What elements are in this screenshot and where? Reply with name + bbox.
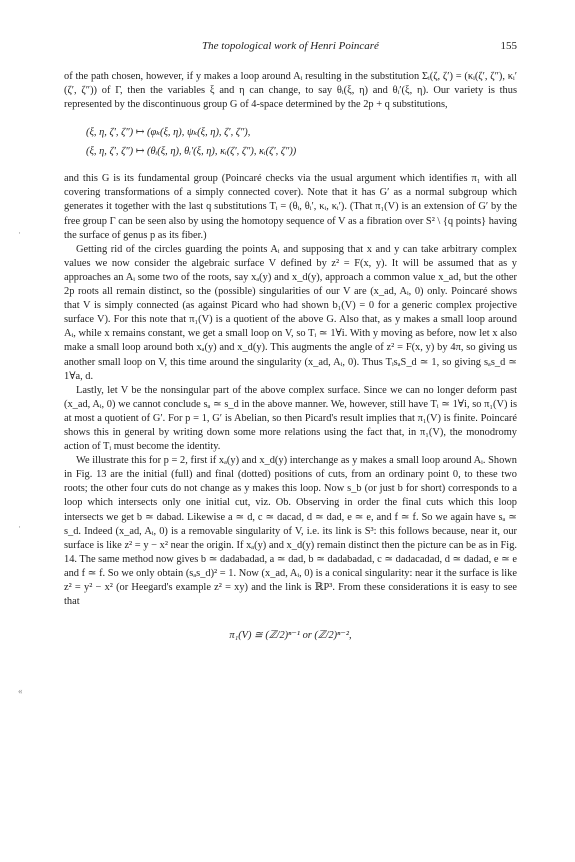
display-equation: (ξ, η, ζ′, ζ″) ↦ (φₖ(ξ, η), ψₖ(ξ, η), ζ′, ζ″),: [86, 127, 251, 139]
display-equations: [86, 123, 517, 161]
paragraph: and this G is its fundamental group (Poincaré checks via the usual argument which identifies π₁ with all covering transformations of a simply connected cover). Note that it has G′ as a normal subgroup which generates it together with the last q substitutions Tᵢ = (θᵢ, θᵢ′, κᵢ, κᵢ′). (That π₁(V) is an extension of G′ by the free group Γ can be seen also by using the homotopy sequence of V as a fibration over S² \ {q points} having the surface of genus p as its fiber.): [64, 173, 517, 241]
display-equation: (ξ, η, ζ′, ζ″) ↦ (θᵢ(ξ, η), θᵢ′(ξ, η), κᵢ(ζ′, ζ″), κᵢ(ζ′, ζ″)): [86, 146, 297, 158]
margin-mark: «: [18, 686, 23, 696]
margin-mark: ·: [18, 522, 21, 532]
body-text: [64, 70, 517, 643]
paragraph: of the path chosen, however, if y makes a loop around Aᵢ resulting in the substitution Σᵢ(ζ, ζ′) = (κᵢ(ζ′, ζ″), κᵢ′(ζ′, ζ″)) of Γ, then the variables ξ and η can change, to say θᵢ(ξ, η) and θᵢ′(ξ, η). Our variety is thus represented by the discontinuous group G of 4-space determined by the 2p + q substitutions,: [64, 71, 517, 111]
running-title: The topological work of Henri Poincaré: [202, 40, 379, 52]
paragraph: Getting rid of the circles guarding the points Aᵢ and supposing that x and y can take arbitrary complex values we now consider the algebraic surface V defined by z² = F(x, y). It will be assumed that as y approaches an Aᵢ some two of the roots, say xₐ(y) and x_d(y), approach a common value x_ad, but the other 2p roots all remain distinct, so the (possible) singularities of our V are (x_ad, Aᵢ, 0) only. Poincaré shows that V is simply connected (as against Picard who had shown b₁(V) = 0 for a generic complex projective surface V). For this note that π₁(V) is a quotient of the above G. Also that, as y makes a small loop around Aᵢ, while x remains constant, we get a small loop on V, so Tᵢ ≃ 1∀i. With y moving as before, now let x also make a small loop around both xₐ(y) and x_d(y). This augments the angle of z² = F(x, y) by 4π, so giving us another small loop on V, this time around the singularity (x_ad, Aᵢ, 0). Thus TᵢsₐS_d ≃ 1, so giving sₐs_d ≃ 1∀a, d.: [64, 243, 517, 382]
paragraph: Lastly, let V be the nonsingular part of the above complex surface. Since we can no longer deform past (x_ad, Aᵢ, 0) we cannot conclude sₐ ≃ s_d in the above manner. We, however, still have Tᵢ ≃ 1∀i, so π₁(V) is at most a quotient of G′. For p = 1, G′ is Abelian, so then Picard's result implies that π₁(V) is finite. Poincaré shows this in general by writing down some more relations using the fact that, in π₁(V), the monodromy action of Tᵢ must become the identity.: [64, 384, 517, 453]
display-equation-final: π₁(V) ≅ (ℤ/2)ⁿ⁻¹ or (ℤ/2)ⁿ⁻²,: [229, 630, 352, 642]
margin-mark: ·: [18, 228, 21, 238]
page-header: [64, 40, 517, 54]
page-number: 155: [500, 40, 517, 52]
paragraph: We illustrate this for p = 2, first if xₐ(y) and x_d(y) interchange as y makes a small loop around Aᵢ. Shown in Fig. 13 are the initial (full) and final (dotted) positions of cuts, from an ordinary point 0, to these two roots; the other four cuts do not change as y makes this loop. Now s_b (or just b for short) corresponds to a loop which intersects only one initial cut, viz. Ob. Observing in order the final cuts which this loop intersects we get b ≃ dabad. Likewise a ≃ d, c ≃ dacad, d ≃ dad, e ≃ e, and f ≃ f. So we again have sₐ ≃ s_d. Indeed (x_ad, Aᵢ, 0) is a removable singularity of V, i.e. its link is S³: this follows because, near it, our surface is like z² = y − x² near the origin. If xₐ(y) and x_d(y) remain distinct then the picture can be as in Fig. 14. The same method now gives b ≃ dadabadad, a ≃ dad, b ≃ dadabadad, c ≃ dadacadad, d ≃ dadad, e ≃ e and f ≃ f. So we only obtain (sₐs_d)² = 1. Now (x_ad, Aᵢ, 0) is a conical singularity: near it the surface is like z² = y² − x² (or Heegard's example z² = xy) and the link is ℝP³. From these considerations it is easy to see that: [64, 455, 517, 608]
